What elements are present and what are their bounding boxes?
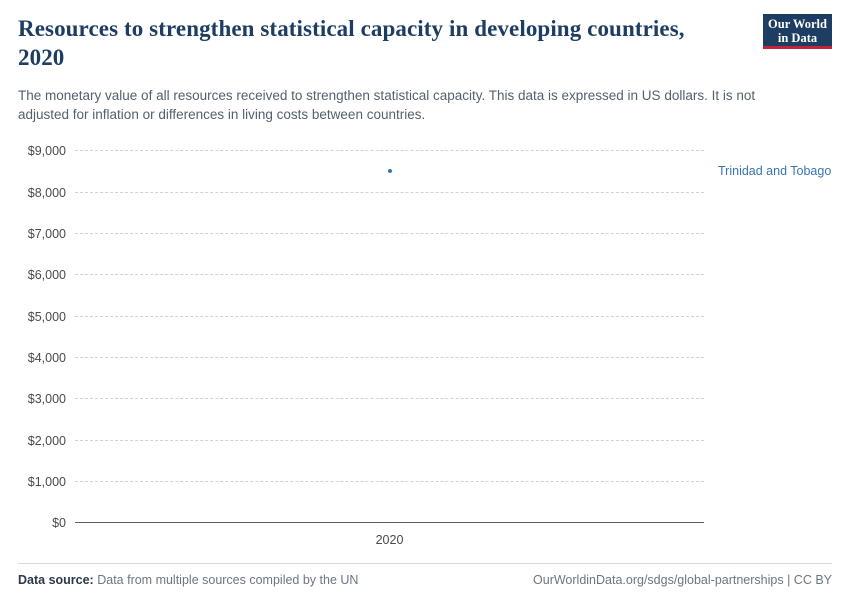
gridline (27, 474, 704, 489)
chart-footer (18, 563, 832, 587)
gridline (27, 309, 704, 324)
chart-area (18, 142, 832, 562)
plot-region[interactable] (27, 144, 832, 548)
data-point[interactable] (388, 169, 392, 173)
gridline (27, 392, 704, 407)
gridline (27, 268, 704, 283)
y-axis-tick-label: $9,000 (27, 144, 66, 159)
gridline (27, 144, 704, 159)
chart-subtitle: The monetary value of all resources received to strengthen statistical capacity. This data is expressed in US dollars. It is not adjusted for inflation or differences in living costs between countries. (18, 87, 756, 123)
y-axis-tick-label: $5,000 (27, 309, 66, 324)
y-axis-tick-label: $4,000 (27, 350, 66, 365)
series-label[interactable]: Trinidad and Tobago (718, 164, 832, 179)
logo-line-1: Our World (768, 17, 827, 31)
gridline (27, 185, 704, 200)
axis-line-zero (52, 516, 704, 531)
y-axis-tick-label: $3,000 (27, 392, 66, 407)
y-axis-tick-label: $6,000 (27, 268, 66, 283)
y-axis-tick-label: $2,000 (27, 433, 66, 448)
data-source-text: Data from multiple sources compiled by the UN (97, 573, 359, 587)
data-source-label: Data source: (18, 573, 94, 587)
x-axis-tick-label: 2020 (375, 533, 404, 548)
data-source (18, 573, 358, 587)
gridline (27, 433, 704, 448)
attribution-link[interactable]: OurWorldinData.org/sdgs/global-partnerships | CC BY (533, 573, 832, 587)
gridline (27, 350, 704, 365)
chart-header (18, 14, 832, 124)
our-world-in-data-logo[interactable] (763, 14, 832, 49)
y-axis-tick-label: $7,000 (27, 226, 66, 241)
y-axis-tick-label: $1,000 (27, 474, 66, 489)
page-title: Resources to strengthen statistical capacity in developing countries, 2020 (18, 16, 685, 71)
y-axis-tick-label: $8,000 (27, 185, 66, 200)
gridline (27, 226, 704, 241)
y-axis-tick-label: $0 (52, 516, 66, 531)
logo-line-2: in Data (777, 31, 818, 46)
